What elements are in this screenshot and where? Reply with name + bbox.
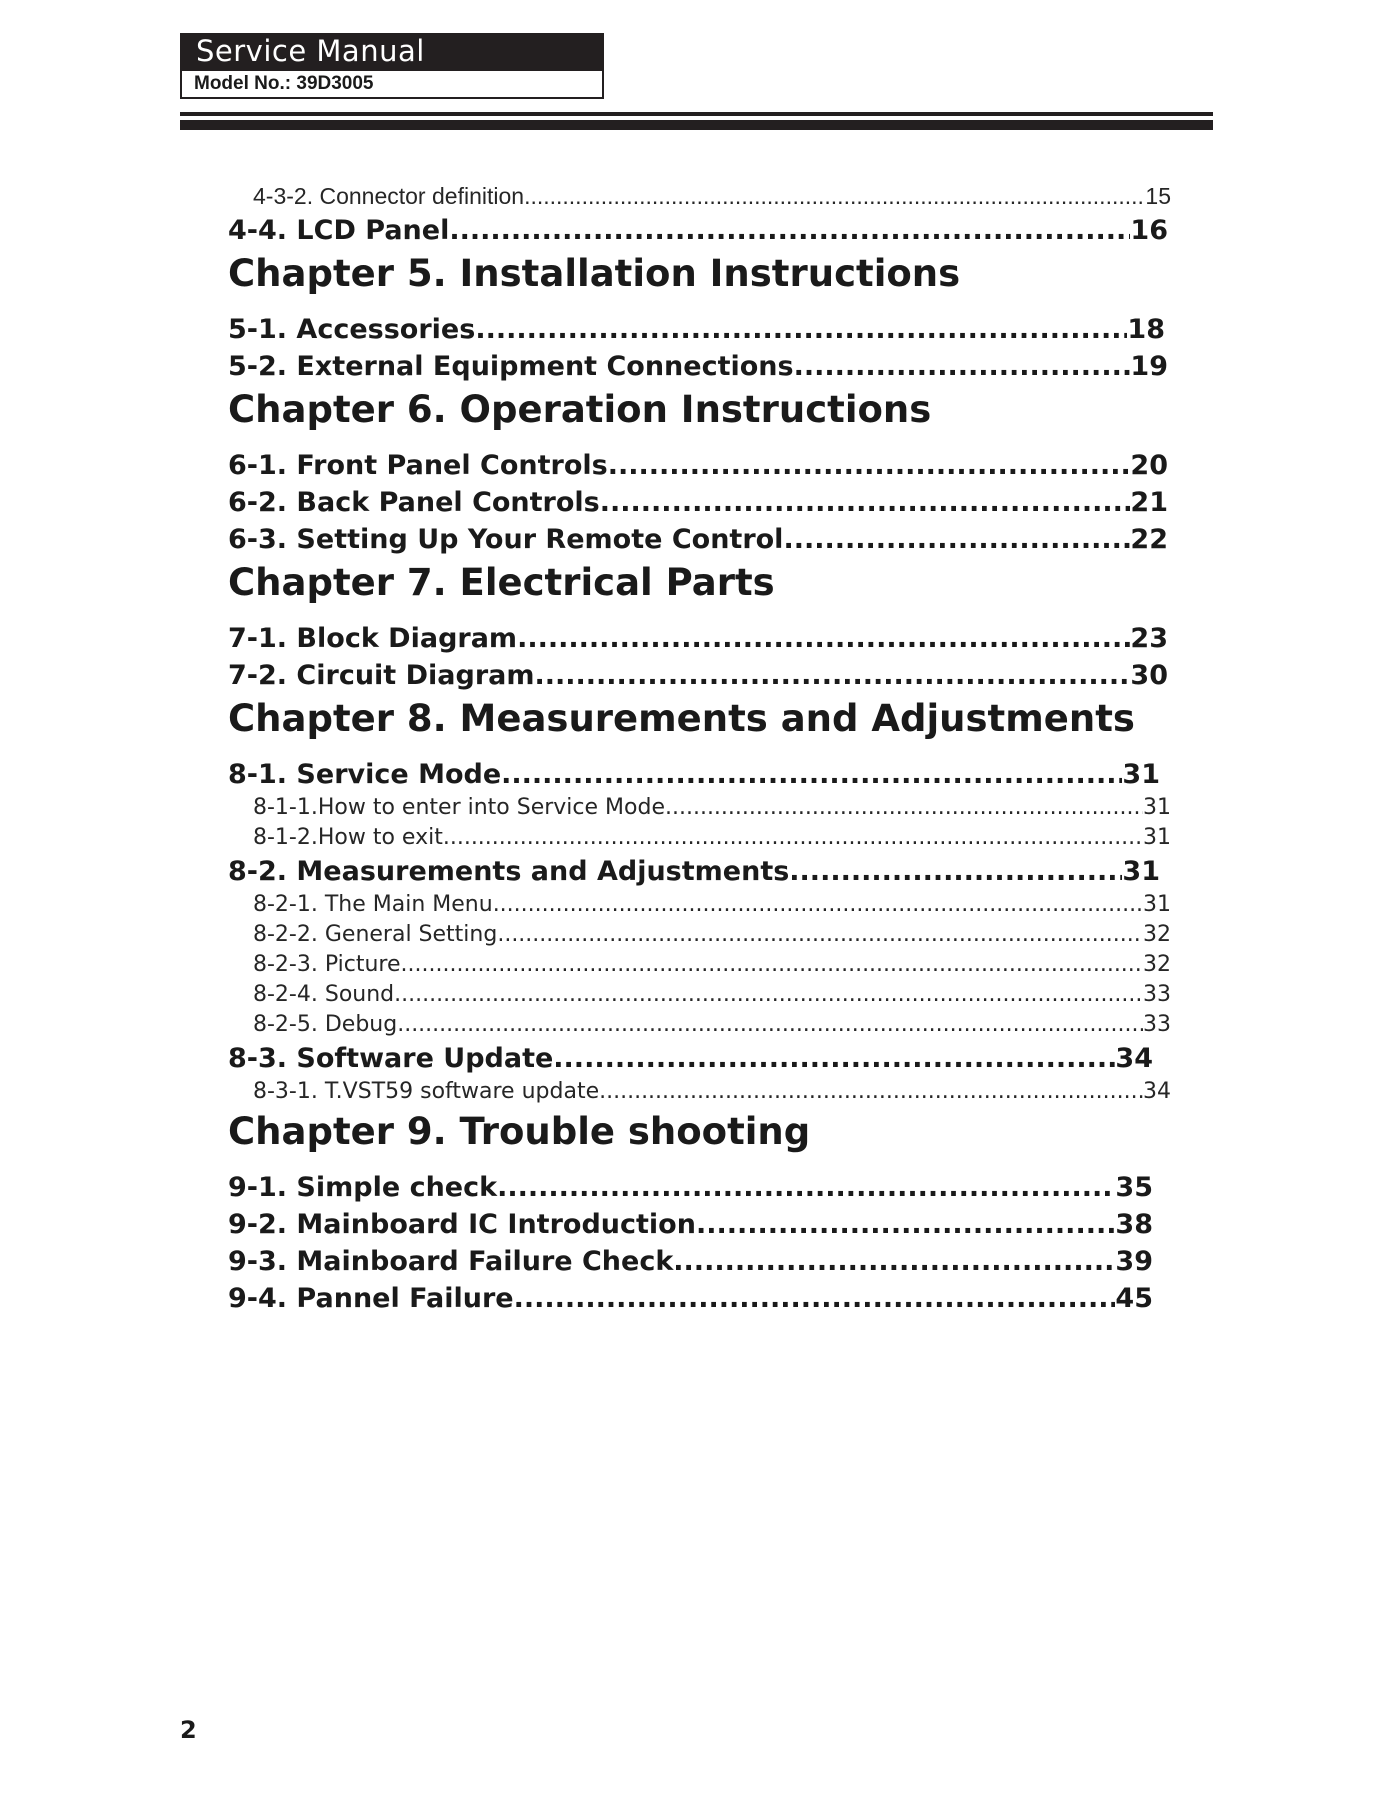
toc-entry-8-2-4[interactable] — [228, 980, 1171, 1010]
toc-leader — [553, 1040, 1115, 1077]
toc-entry-8-2-3[interactable] — [228, 950, 1171, 980]
toc-entry-title: 8-2-5. Debug — [253, 1012, 398, 1037]
toc-entry-6-2[interactable] — [228, 484, 1168, 521]
toc-entry-title: 8-2-3. Picture — [253, 952, 401, 977]
toc-leader — [497, 1169, 1115, 1206]
toc-entry-page: 21 — [1130, 487, 1168, 518]
toc-leader — [443, 823, 1143, 853]
toc-entry-7-2[interactable] — [228, 657, 1168, 694]
header-rule-thin — [180, 112, 1213, 116]
toc-entry-5-2[interactable] — [228, 348, 1168, 385]
toc-leader — [599, 1077, 1143, 1107]
toc-entry-title: 9-3. Mainboard Failure Check — [228, 1246, 674, 1277]
toc-entry-title: 8-3-1. T.VST59 software update — [253, 1079, 600, 1104]
toc-entry-page: 20 — [1130, 450, 1168, 481]
toc-entry-6-3[interactable] — [228, 521, 1168, 558]
toc-entry-title: 4-4. LCD Panel — [228, 215, 450, 246]
toc-entry-9-3[interactable] — [228, 1243, 1153, 1280]
chapter-9-heading[interactable]: Chapter 9. Trouble shooting — [228, 1110, 811, 1153]
header-title: Service Manual — [180, 33, 604, 69]
toc-leader — [783, 521, 1130, 558]
toc-entry-8-2-2[interactable] — [228, 920, 1171, 950]
toc-leader — [475, 311, 1127, 348]
toc-entry-page: 22 — [1130, 524, 1168, 555]
toc-entry-title: 9-1. Simple check — [228, 1172, 498, 1203]
toc-entry-title: 9-4. Pannel Failure — [228, 1283, 514, 1314]
header-box — [180, 33, 604, 99]
toc-entry-page: 32 — [1143, 922, 1171, 947]
toc-leader — [401, 950, 1143, 980]
toc-entry-page: 33 — [1143, 982, 1171, 1007]
toc-entry-7-1[interactable] — [228, 620, 1168, 657]
toc-entry-title: 8-3. Software Update — [228, 1043, 554, 1074]
toc-entry-8-3[interactable] — [228, 1040, 1153, 1077]
toc-leader — [794, 348, 1131, 385]
toc-entry-page: 19 — [1130, 351, 1168, 382]
toc-entry-title: 7-2. Circuit Diagram — [228, 660, 535, 691]
toc-leader — [665, 793, 1143, 823]
toc-entry-4-4[interactable] — [228, 212, 1168, 249]
toc-entry-title: 8-2. Measurements and Adjustments — [228, 856, 790, 887]
toc-leader — [497, 920, 1143, 950]
toc-entry-page: 16 — [1130, 215, 1168, 246]
toc-entry-title: 6-2. Back Panel Controls — [228, 487, 600, 518]
toc-entry-title: 6-1. Front Panel Controls — [228, 450, 608, 481]
toc-entry-title: 8-1. Service Mode — [228, 759, 502, 790]
toc-entry-title: 7-1. Block Diagram — [228, 623, 518, 654]
toc-entry-page: 45 — [1115, 1283, 1153, 1314]
toc-entry-page: 31 — [1122, 759, 1160, 790]
toc-entry-title: 8-2-1. The Main Menu — [253, 892, 493, 917]
toc-entry-8-1[interactable] — [228, 756, 1160, 793]
toc-entry-page: 30 — [1130, 660, 1168, 691]
toc-entry-title: 5-2. External Equipment Connections — [228, 351, 794, 382]
toc-entry-page: 23 — [1130, 623, 1168, 654]
toc-entry-page: 35 — [1115, 1172, 1153, 1203]
toc-entry-title: 6-3. Setting Up Your Remote Control — [228, 524, 784, 555]
toc-entry-4-3-2[interactable] — [228, 180, 1171, 212]
toc-entry-9-4[interactable] — [228, 1280, 1153, 1317]
toc-leader — [397, 1010, 1143, 1040]
toc-entry-page: 31 — [1143, 892, 1171, 917]
header-model: Model No.: 39D3005 — [180, 69, 604, 99]
page-number: 2 — [180, 1716, 197, 1744]
toc-entry-page: 38 — [1115, 1209, 1153, 1240]
toc-leader — [608, 447, 1131, 484]
toc-entry-8-1-1[interactable] — [228, 793, 1171, 823]
toc-entry-title: 8-2-4. Sound — [253, 982, 395, 1007]
toc-leader — [535, 657, 1131, 694]
toc-leader — [789, 853, 1122, 890]
toc-entry-8-2[interactable] — [228, 853, 1160, 890]
table-of-contents — [228, 180, 1171, 1317]
toc-leader — [394, 980, 1143, 1010]
toc-leader — [600, 484, 1131, 521]
toc-leader — [493, 890, 1143, 920]
toc-entry-6-1[interactable] — [228, 447, 1168, 484]
toc-entry-page: 34 — [1143, 1079, 1171, 1104]
toc-entry-title: 8-1-1.How to enter into Service Mode — [253, 795, 665, 820]
toc-entry-title: 9-2. Mainboard IC Introduction — [228, 1209, 696, 1240]
toc-entry-page: 31 — [1143, 825, 1171, 850]
toc-entry-page: 32 — [1143, 952, 1171, 977]
toc-entry-page: 34 — [1115, 1043, 1153, 1074]
toc-entry-title: 8-2-2. General Setting — [253, 922, 498, 947]
chapter-8-heading[interactable]: Chapter 8. Measurements and Adjustments — [228, 697, 1135, 740]
chapter-7-heading[interactable]: Chapter 7. Electrical Parts — [228, 561, 775, 604]
toc-leader — [514, 1280, 1116, 1317]
chapter-5-heading[interactable]: Chapter 5. Installation Instructions — [228, 252, 961, 295]
toc-leader — [501, 756, 1122, 793]
toc-leader — [673, 1243, 1115, 1280]
toc-leader — [696, 1206, 1115, 1243]
toc-entry-8-1-2[interactable] — [228, 823, 1171, 853]
toc-entry-8-2-1[interactable] — [228, 890, 1171, 920]
toc-entry-title: 8-1-2.How to exit — [253, 825, 443, 850]
toc-entry-title: 4-3-2. Connector definition — [253, 183, 525, 209]
toc-entry-page: 15 — [1145, 183, 1171, 209]
toc-entry-9-1[interactable] — [228, 1169, 1153, 1206]
toc-entry-8-3-1[interactable] — [228, 1077, 1171, 1107]
toc-entry-5-1[interactable] — [228, 311, 1165, 348]
toc-entry-page: 31 — [1122, 856, 1160, 887]
toc-entry-8-2-5[interactable] — [228, 1010, 1171, 1040]
toc-leader — [449, 212, 1130, 249]
toc-entry-page: 39 — [1115, 1246, 1153, 1277]
toc-entry-9-2[interactable] — [228, 1206, 1153, 1243]
chapter-6-heading[interactable]: Chapter 6. Operation Instructions — [228, 388, 932, 431]
toc-leader — [524, 180, 1145, 212]
toc-leader — [517, 620, 1130, 657]
toc-entry-title: 5-1. Accessories — [228, 314, 476, 345]
header-rule-thick — [180, 120, 1213, 130]
toc-entry-page: 31 — [1143, 795, 1171, 820]
toc-entry-page: 18 — [1127, 314, 1165, 345]
toc-entry-page: 33 — [1143, 1012, 1171, 1037]
